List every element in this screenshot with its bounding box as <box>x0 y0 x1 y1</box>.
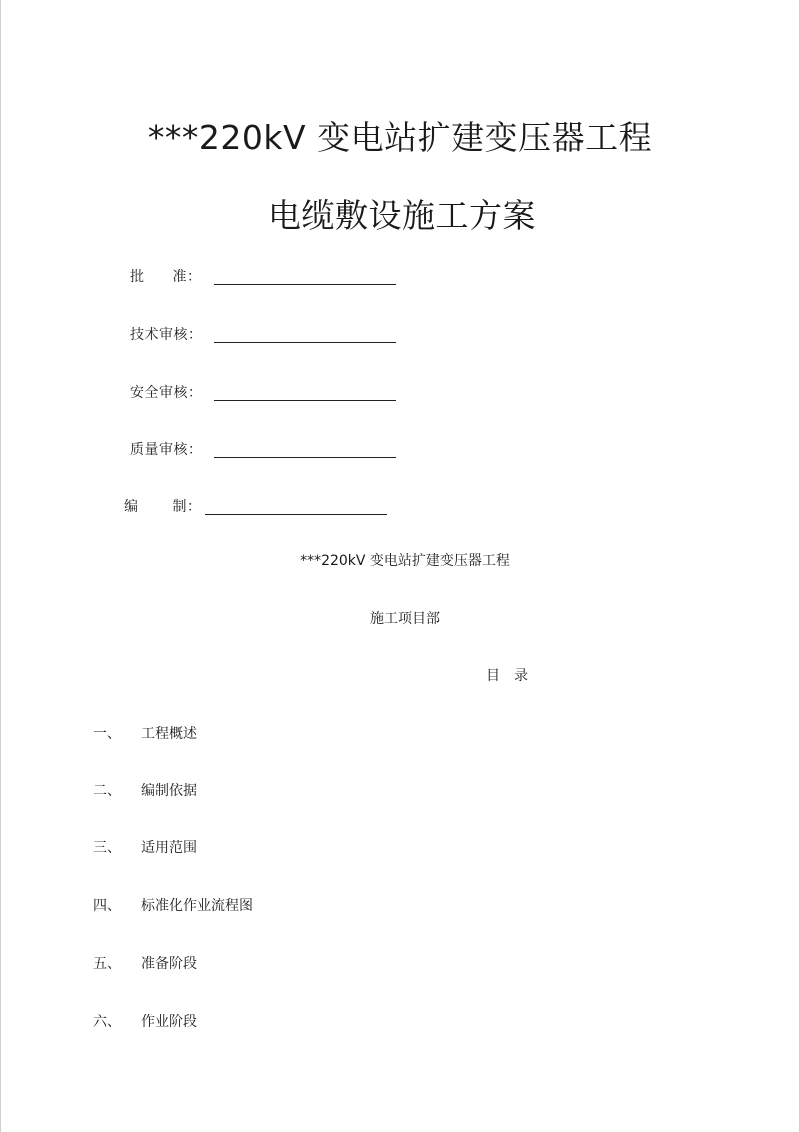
toc-item-text: 准备阶段 <box>141 956 197 972</box>
toc-item-text: 标准化作业流程图 <box>141 898 253 914</box>
quality-review-label: 质量审核： <box>130 442 203 458</box>
toc-item-text: 作业阶段 <box>141 1014 197 1030</box>
compiler-signature-line <box>205 514 387 515</box>
toc-item-number: 二、 <box>93 783 121 799</box>
safety-review-signature-line <box>214 400 396 401</box>
project-department: 施工项目部 <box>370 611 440 627</box>
toc-item-number: 三、 <box>93 840 121 856</box>
toc-item-number: 一、 <box>93 726 121 742</box>
compiler-label: 编 制： <box>124 499 202 515</box>
approval-label: 批 准： <box>130 269 202 285</box>
toc-item-text: 编制依据 <box>141 783 197 799</box>
document-title: ***220kV 变电站扩建变压器工程 <box>147 118 653 157</box>
technical-review-label: 技术审核： <box>130 327 203 343</box>
safety-review-label: 安全审核： <box>130 385 203 401</box>
toc-item-number: 五、 <box>93 956 121 972</box>
technical-review-signature-line <box>214 342 396 343</box>
toc-item-number: 六、 <box>93 1014 121 1030</box>
project-name: ***220kV 变电站扩建变压器工程 <box>300 553 510 569</box>
document-subtitle: 电缆敷设施工方案 <box>268 196 536 235</box>
quality-review-signature-line <box>214 457 396 458</box>
toc-title: 目 录 <box>486 668 528 684</box>
toc-item-number: 四、 <box>93 898 121 914</box>
toc-item-text: 工程概述 <box>141 726 197 742</box>
toc-item-text: 适用范围 <box>141 840 197 856</box>
approval-signature-line <box>214 284 396 285</box>
